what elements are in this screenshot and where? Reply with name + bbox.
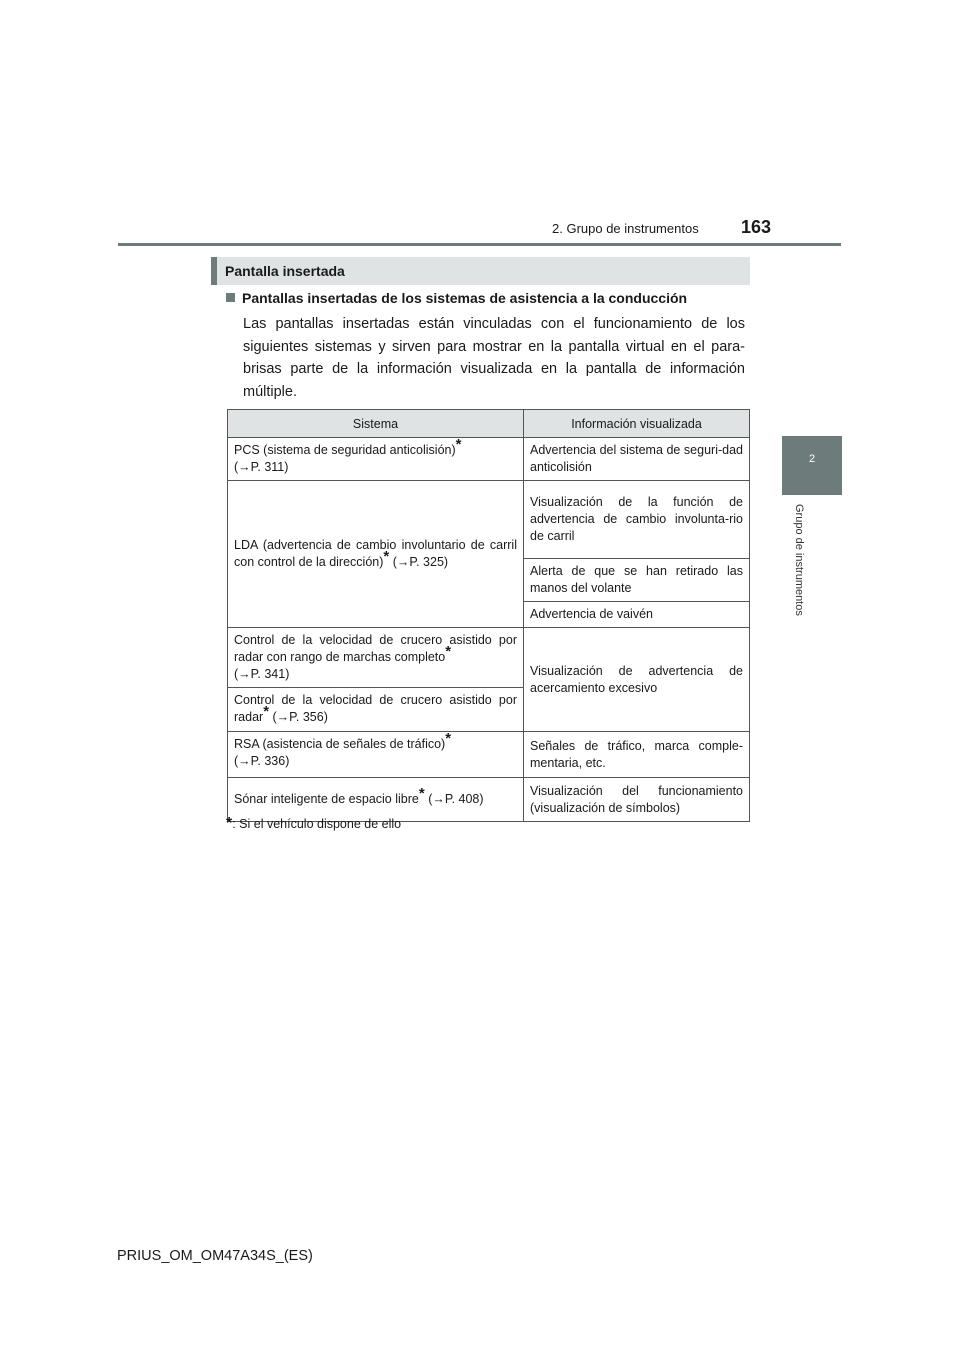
page-reference: (→P. 325) (392, 555, 449, 569)
subheading-text: Pantallas insertadas de los sistemas de asistencia a la conducción (242, 290, 688, 306)
asterisk: * (418, 784, 425, 802)
subheading (226, 290, 687, 306)
chapter-title: 2. Grupo de instrumentos (552, 221, 699, 236)
chapter-tab (782, 436, 842, 495)
info-cell: Señales de tráfico, marca comple-mentaria, etc. (524, 732, 750, 778)
hud-systems-table (227, 409, 750, 822)
column-header-info: Información visualizada (524, 410, 750, 438)
asterisk: * (445, 729, 452, 747)
asterisk: * (455, 435, 462, 453)
column-header-system: Sistema (228, 410, 524, 438)
system-name: Sónar inteligente de espacio libre (234, 792, 419, 806)
table-row (228, 732, 750, 778)
table-row (228, 481, 750, 559)
info-cell: Visualización del funcionamiento (visualización de símbolos) (524, 778, 750, 822)
header-divider (118, 243, 841, 246)
info-cell: Visualización de la función de advertencia de cambio involunta-rio de carril (524, 481, 750, 559)
page-reference: (→P. 341) (234, 667, 290, 681)
footnote-mark: * (226, 815, 233, 832)
asterisk: * (263, 702, 270, 720)
page-reference: (→P. 408) (428, 792, 484, 806)
system-cell (228, 729, 524, 778)
system-name: Control de la velocidad de crucero asistido por radar con rango de marchas completo (234, 633, 517, 664)
section-heading: Pantalla insertada (211, 257, 750, 285)
page-number: 163 (741, 217, 772, 237)
info-cell: Advertencia del sistema de seguri-dad anticolisión (524, 438, 750, 481)
footnote-text: : Si el vehículo dispone de ello (232, 817, 402, 831)
system-cell (228, 688, 524, 732)
chapter-tab-label: Grupo de instrumentos (793, 504, 805, 616)
square-bullet-icon (226, 293, 235, 302)
system-name: Control de la velocidad de crucero asistido por radar (234, 693, 517, 724)
page-reference: (→P. 336) (234, 754, 290, 768)
table-row (228, 628, 750, 688)
info-cell: Advertencia de vaivén (524, 602, 750, 628)
system-cell (228, 481, 524, 628)
document-code: PRIUS_OM_OM47A34S_(ES) (117, 1248, 313, 1264)
chapter-tab-number: 2 (808, 453, 816, 465)
info-cell: Visualización de advertencia de acercamiento excesivo (524, 628, 750, 732)
page-reference: (→P. 311) (234, 460, 289, 474)
info-cell: Alerta de que se han retirado las manos del volante (524, 559, 750, 602)
system-name: PCS (sistema de seguridad anticolisión) (234, 443, 456, 457)
system-name: RSA (asistencia de señales de tráfico) (234, 737, 446, 751)
intro-paragraph: Las pantallas insertadas están vinculadas con el funcionamiento de los siguientes sistemas y sirven para mostrar en la pantalla virtual en el para-brisas parte de la información visualizada en la pantalla de información múltiple. (243, 316, 745, 400)
system-cell (228, 435, 524, 481)
table-row (228, 438, 750, 481)
system-name: LDA (advertencia de cambio involuntario de carril con control de la dirección) (234, 538, 517, 569)
asterisk: * (383, 547, 390, 565)
table-header-row (228, 410, 750, 438)
asterisk: * (445, 642, 452, 660)
page-reference: (→P. 356) (272, 710, 328, 724)
system-cell (228, 628, 524, 688)
footnote (226, 815, 401, 833)
